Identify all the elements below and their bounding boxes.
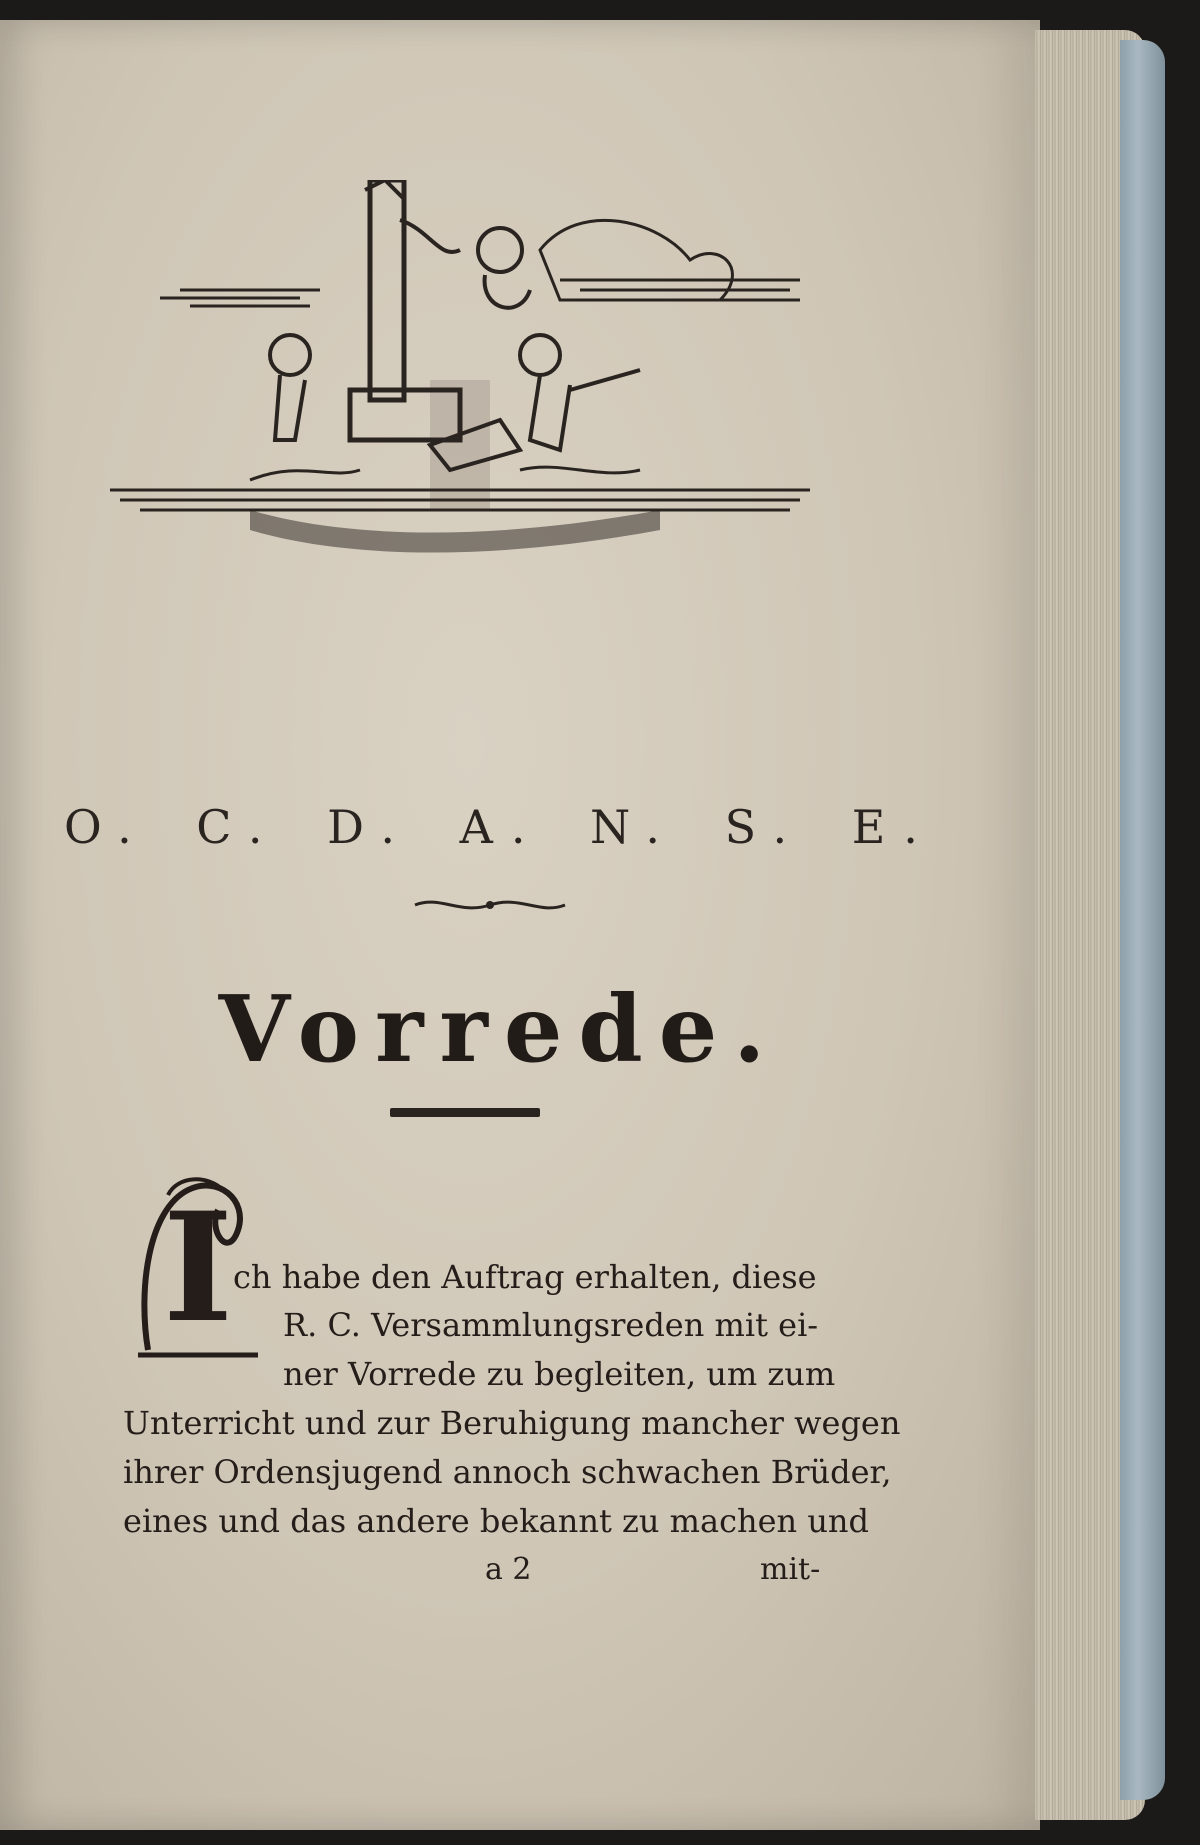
ornament-flourish: [410, 890, 570, 920]
text-line: ner Vorrede zu begleiten, um zum: [283, 1355, 836, 1393]
chapter-heading: Vorrede.: [218, 975, 782, 1083]
text-line: Unterricht und zur Beruhigung mancher wegen: [123, 1404, 901, 1442]
sigla-line: O. C. D. A. N. S. E.: [64, 800, 936, 854]
text-line: ihrer Ordensjugend annoch schwachen Brüder,: [123, 1453, 892, 1491]
book-cover-edge: [1120, 40, 1165, 1800]
text-line: eines und das andere bekannt zu machen und: [123, 1502, 870, 1540]
woodcut-illustration: [100, 180, 820, 610]
heading-rule: [390, 1108, 540, 1117]
initial-letter: I: [162, 1180, 234, 1356]
text-line: R. C. Versammlungsreden mit ei-: [283, 1306, 819, 1344]
catchword: mit-: [760, 1552, 821, 1587]
text-line: ch habe den Auftrag erhalten, diese: [233, 1258, 817, 1296]
signature-mark: a 2: [485, 1552, 532, 1587]
